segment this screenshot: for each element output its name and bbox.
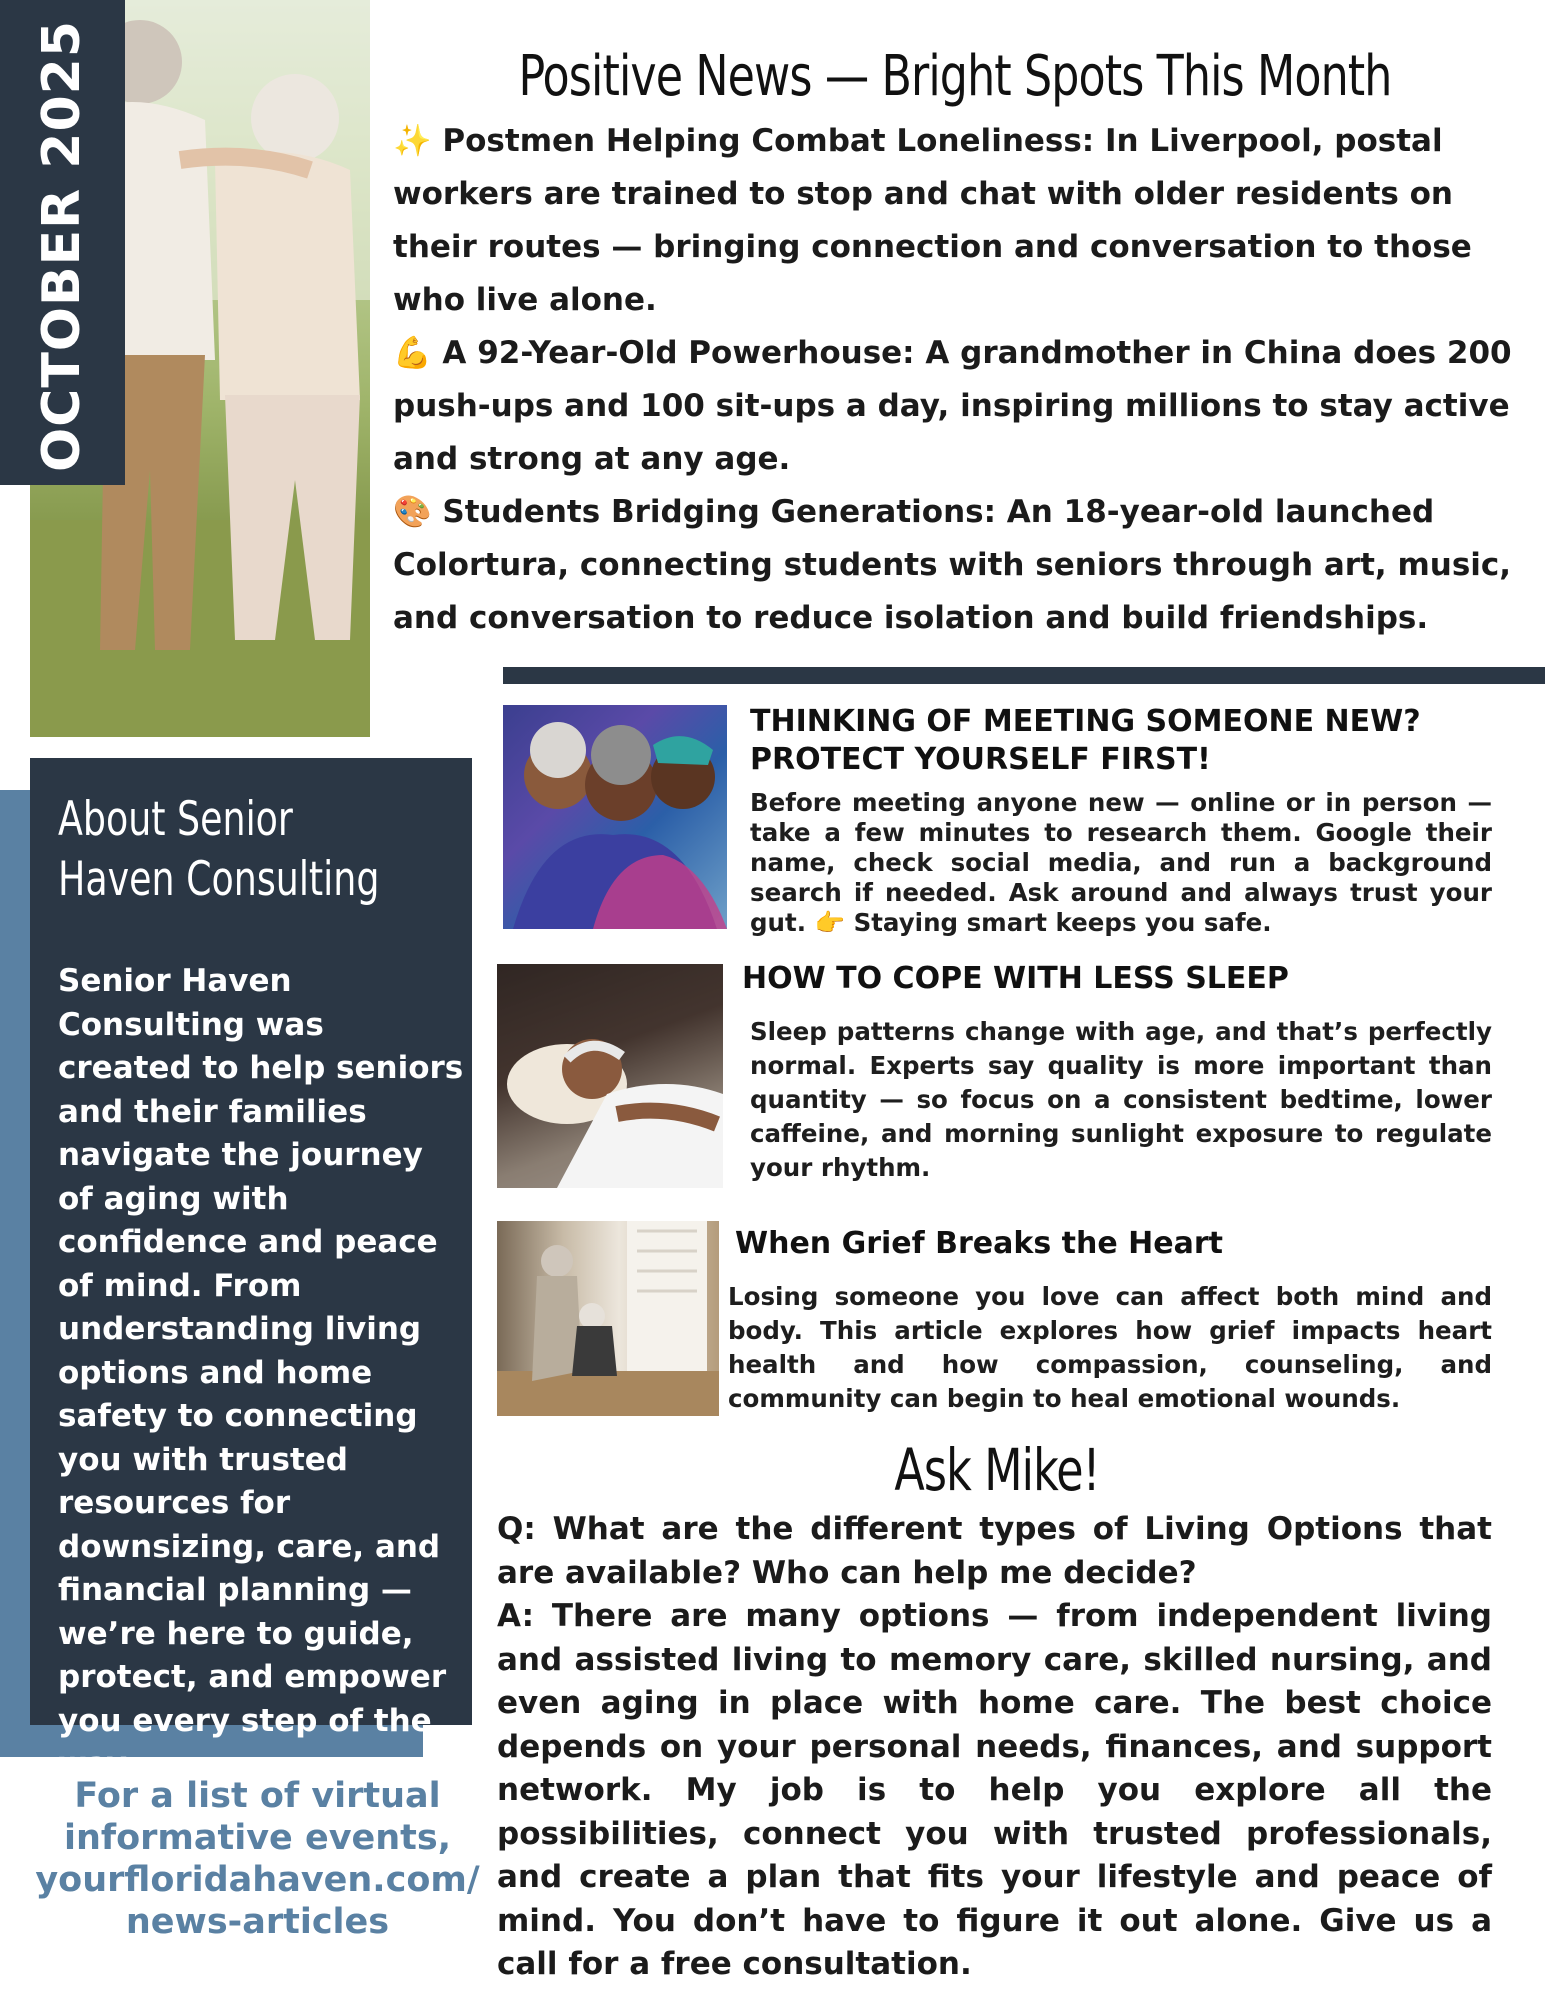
month-label: OCTOBER 2025 bbox=[32, 19, 92, 473]
news-item-text: Postmen Helping Combat Loneliness: In Liverpool, postal workers are trained to stop and chat with older residents on their routes — bringing connection and conversation to those who live alone. bbox=[393, 123, 1472, 318]
news-section-title: Positive News — Bright Spots This Month bbox=[518, 44, 1392, 109]
about-body: Senior Haven Consulting was created to help seniors and their families navigate the journey of aging with confidence and peace of mind. From understanding living options and home safety to connecting you with trusted resources for downsizing, care, and financial planning — we’re here to guide, protect, and empower you every step of the way. bbox=[58, 963, 464, 1782]
article-title: When Grief Breaks the Heart bbox=[735, 1226, 1223, 1261]
news-list bbox=[393, 115, 1518, 645]
article-body: Losing someone you love can affect both mind and body. This article explores how grief impacts heart health and how compassion, counseling, and community can begin to heal emotional wounds. bbox=[728, 1282, 1492, 1413]
friends-hugging-illustration bbox=[503, 705, 727, 929]
news-item bbox=[393, 115, 1518, 327]
ask-mike-body bbox=[497, 1508, 1492, 1987]
events-link[interactable]: For a list of virtual informative events, yourfloridahaven.com/ news-articles bbox=[35, 1776, 480, 1942]
flexed-biceps-icon: 💪 bbox=[393, 335, 432, 371]
section-divider bbox=[503, 667, 1545, 684]
article-body: Sleep patterns change with age, and that’s perfectly normal. Experts say quality is more important than quantity — so focus on a consistent bedtime, lower caffeine, and morning sunlight exposure to regulate your rhythm. bbox=[750, 1017, 1492, 1182]
grieving-couple-photo bbox=[497, 1221, 719, 1416]
sparkles-icon: ✨ bbox=[393, 123, 432, 159]
month-banner bbox=[0, 0, 125, 485]
ask-mike-title: Ask Mike! bbox=[894, 1436, 1100, 1504]
about-title: About Senior Haven Consulting bbox=[58, 792, 380, 907]
ask-mike-answer: A: There are many options — from independent living and assisted living to memory care, skilled nursing, and even aging in place with home care. The best choice depends on your personal needs, finances, and support network. My job is to help you explore all the possibilities, connect you with trusted professionals, and create a plan that fits your lifestyle and peace of mind. You don’t have to figure it out alone. Give us a call for a free consultation. bbox=[497, 1598, 1492, 1982]
friends-hugging-photo bbox=[503, 705, 727, 929]
article-body: Before meeting anyone new — online or in person — take a few minutes to research them. Google their name, check social media, and run a background search if needed. Ask around and always trust your gut. 👉 Staying smart keeps you safe. bbox=[750, 788, 1492, 937]
ask-mike-question: Q: What are the different types of Living Options that are available? Who can help me decide? bbox=[497, 1511, 1492, 1591]
news-item-text: Students Bridging Generations: An 18-year-old launched Colortura, connecting students with seniors through art, music, and conversation to reduce isolation and build friendships. bbox=[393, 494, 1512, 636]
news-item-text: A 92-Year-Old Powerhouse: A grandmother in China does 200 push-ups and 100 sit-ups a day, inspiring millions to stay active and strong at any age. bbox=[393, 335, 1512, 477]
grieving-couple-illustration bbox=[497, 1221, 719, 1416]
article-title: THINKING OF MEETING SOMEONE NEW? PROTECT YOURSELF FIRST! bbox=[750, 704, 1421, 777]
artist-palette-icon: 🎨 bbox=[393, 494, 432, 530]
man-sleeping-illustration bbox=[497, 964, 723, 1188]
article-title: HOW TO COPE WITH LESS SLEEP bbox=[742, 961, 1289, 996]
news-item bbox=[393, 327, 1518, 486]
news-item bbox=[393, 486, 1518, 645]
man-sleeping-photo bbox=[497, 964, 723, 1188]
